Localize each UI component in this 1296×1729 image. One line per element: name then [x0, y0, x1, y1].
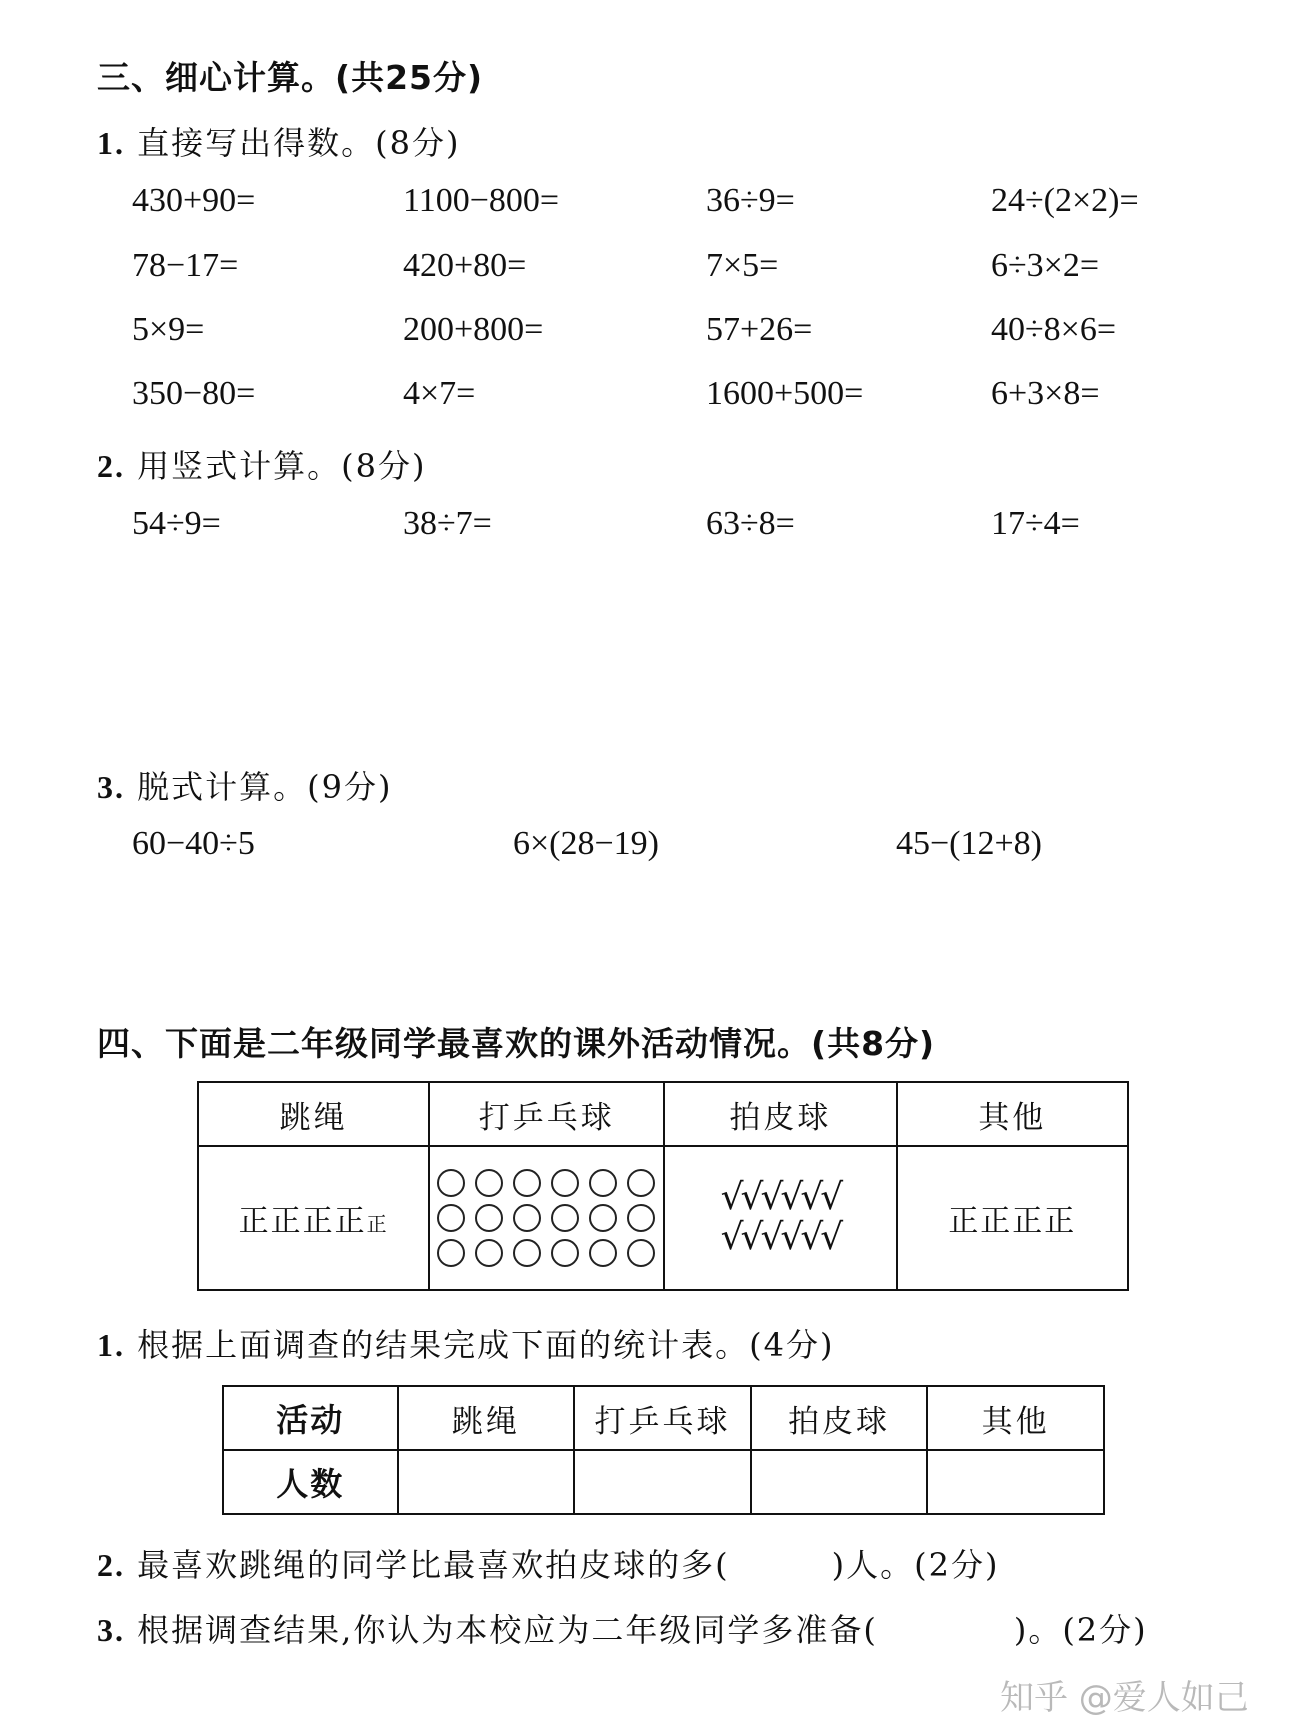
survey-header-cell: 其他	[897, 1082, 1128, 1146]
ping-pong-circle	[437, 1204, 465, 1232]
ball-checks-cell	[664, 1146, 896, 1290]
q1-number: 1.	[97, 125, 125, 161]
mental-math-item: 4×7=	[403, 375, 476, 412]
ping-pong-circle	[627, 1239, 655, 1267]
mental-math-item: 6÷3×2=	[991, 247, 1100, 284]
mental-math-item: 5×9=	[132, 311, 205, 348]
s4-q2-text: 最喜欢跳绳的同学比最喜欢拍皮球的多( )人。(2分)	[137, 1546, 1000, 1584]
mental-math-item: 24÷(2×2)=	[991, 182, 1139, 219]
mental-math-item: 350−80=	[132, 375, 256, 412]
ping-pong-circle	[475, 1169, 503, 1197]
q2-title-text: 用竖式计算。(8分)	[137, 447, 427, 485]
step-calc-item: 6×(28−19)	[513, 825, 659, 862]
other-tally: 正正正正	[948, 1204, 1077, 1239]
q3-title-text: 脱式计算。(9分)	[137, 768, 393, 806]
ping-pong-circle	[437, 1239, 465, 1267]
mental-math-item: 1100−800=	[403, 182, 560, 219]
mental-math-item: 420+80=	[403, 247, 527, 284]
section3-title: 三、细心计算。(共25分)	[97, 58, 484, 97]
s4-q2	[97, 1540, 999, 1586]
stat-header-cell: 拍皮球	[751, 1386, 928, 1450]
mental-math-item: 6+3×8=	[991, 375, 1100, 412]
step-calc-item: 45−(12+8)	[896, 825, 1042, 862]
stat-row-label: 活动	[223, 1386, 398, 1450]
other-tally-cell	[897, 1146, 1128, 1290]
ping-pong-circle	[513, 1169, 541, 1197]
mental-math-item: 430+90=	[132, 182, 256, 219]
ping-pong-circle	[627, 1169, 655, 1197]
ping-pong-circles-cell	[429, 1146, 664, 1290]
watermark: 知乎 @爱人如己	[1000, 1678, 1249, 1718]
s4-q3-number: 3.	[97, 1612, 125, 1648]
vertical-calc-item: 38÷7=	[403, 505, 492, 542]
ball-checks-row: √√√√√√	[720, 1177, 841, 1218]
ping-pong-circle	[589, 1239, 617, 1267]
mental-math-item: 36÷9=	[706, 182, 795, 219]
s4-q1-title	[97, 1320, 835, 1366]
survey-table	[197, 1081, 1129, 1291]
stat-header-cell: 跳绳	[398, 1386, 575, 1450]
s4-q3	[97, 1605, 1148, 1651]
q1-title-text: 直接写出得数。(8分)	[137, 124, 461, 162]
step-calc-item: 60−40÷5	[132, 825, 255, 862]
stat-answer-cell[interactable]	[751, 1450, 928, 1514]
ping-pong-circle	[513, 1204, 541, 1232]
stat-answer-cell[interactable]	[574, 1450, 751, 1514]
survey-header-cell: 拍皮球	[664, 1082, 896, 1146]
stat-answer-cell[interactable]	[927, 1450, 1104, 1514]
ping-pong-circle	[551, 1239, 579, 1267]
q3-title	[97, 762, 393, 808]
s4-q2-number: 2.	[97, 1547, 125, 1583]
q1-title	[97, 118, 461, 164]
s4-q3-text: 根据调查结果,你认为本校应为二年级同学多准备( )。(2分)	[137, 1611, 1148, 1649]
mental-math-item: 40÷8×6=	[991, 311, 1117, 348]
mental-math-item: 57+26=	[706, 311, 813, 348]
ping-pong-circle	[475, 1239, 503, 1267]
ping-pong-circle	[589, 1169, 617, 1197]
survey-header-cell: 打乒乓球	[429, 1082, 664, 1146]
section4-title: 四、下面是二年级同学最喜欢的课外活动情况。(共8分)	[97, 1024, 936, 1063]
vertical-calc-item: 17÷4=	[991, 505, 1080, 542]
ping-pong-circle	[627, 1204, 655, 1232]
ping-pong-circle	[551, 1169, 579, 1197]
ball-checks-row: √√√√√√	[720, 1217, 841, 1258]
stat-header-cell: 打乒乓球	[574, 1386, 751, 1450]
mental-math-item: 1600+500=	[706, 375, 864, 412]
s4-q1-title-text: 根据上面调查的结果完成下面的统计表。(4分)	[137, 1326, 835, 1364]
ping-pong-circle	[589, 1204, 617, 1232]
vertical-calc-item: 54÷9=	[132, 505, 221, 542]
jump-rope-tally: 正正正正	[238, 1204, 367, 1239]
mental-math-item: 78−17=	[132, 247, 239, 284]
stat-answer-cell[interactable]	[398, 1450, 575, 1514]
mental-math-item: 200+800=	[403, 311, 544, 348]
stat-row-label: 人数	[223, 1450, 398, 1514]
statistics-table	[222, 1385, 1105, 1515]
ping-pong-circle	[475, 1204, 503, 1232]
q2-number: 2.	[97, 448, 125, 484]
ping-pong-circle	[513, 1239, 541, 1267]
jump-rope-tally-cell	[198, 1146, 429, 1290]
vertical-calc-item: 63÷8=	[706, 505, 795, 542]
jump-rope-tally-partial: 正	[366, 1212, 389, 1236]
mental-math-item: 7×5=	[706, 247, 779, 284]
q3-number: 3.	[97, 769, 125, 805]
ping-pong-circle	[437, 1169, 465, 1197]
s4-q1-number: 1.	[97, 1327, 125, 1363]
survey-header-cell: 跳绳	[198, 1082, 429, 1146]
ping-pong-circle	[551, 1204, 579, 1232]
ping-pong-circles	[430, 1169, 663, 1267]
q2-title	[97, 441, 427, 487]
stat-header-cell: 其他	[927, 1386, 1104, 1450]
